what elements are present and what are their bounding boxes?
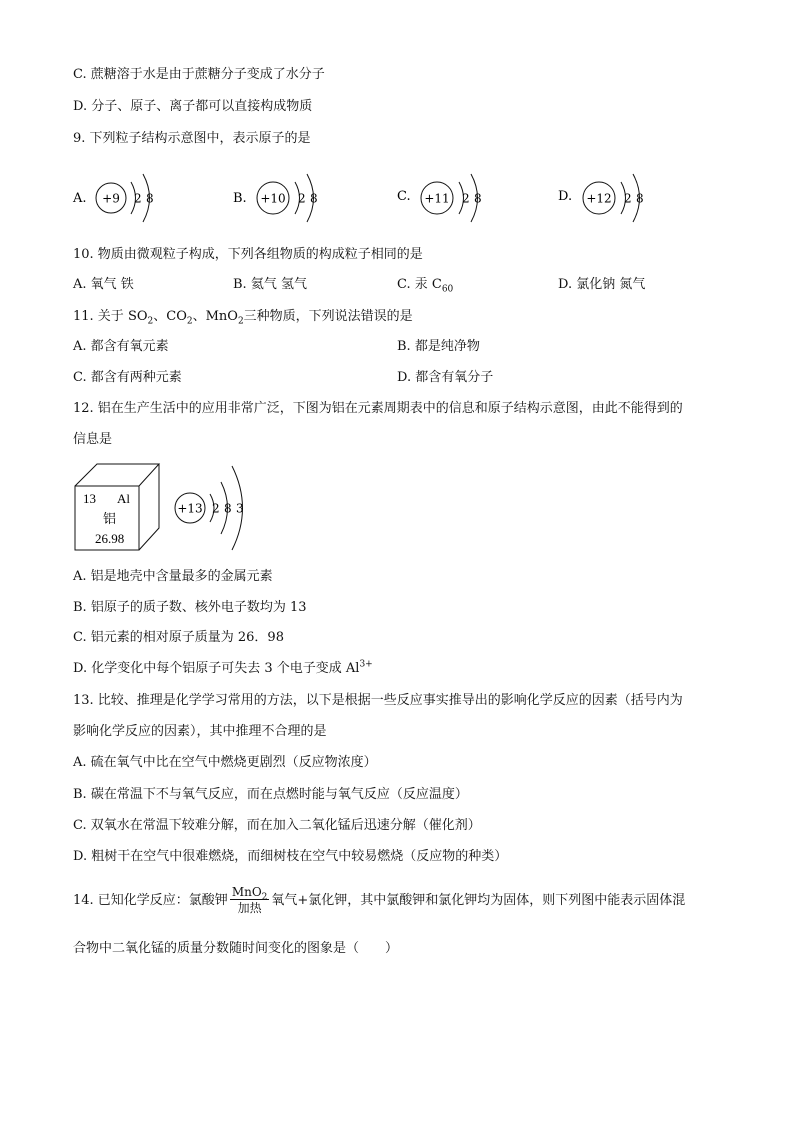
subscript: 2	[147, 316, 154, 327]
q12-stem-line-2: 信息是	[73, 432, 113, 447]
shell-1-electrons: 2	[134, 191, 142, 206]
q10-option-c	[397, 276, 453, 294]
shell-2-electrons: 8	[146, 191, 154, 206]
q14-stem-line-1	[73, 878, 685, 924]
element-symbol: Al	[117, 491, 130, 506]
shell-2-electrons: 8	[636, 191, 644, 206]
option-label: A.	[73, 191, 87, 206]
q10-stem: 10. 物质由微观粒子构成，下列各组物质的构成粒子相同的是	[73, 247, 423, 262]
q12-option-b: B. 铝原子的质子数、核外电子数均为 13	[73, 600, 307, 615]
atomic-number: 13	[83, 491, 96, 506]
q10-option-d: D. 氯化钠 氮气	[558, 277, 646, 292]
q11-stem-text: 三种物质，下列说法错误的是	[243, 309, 413, 324]
atomic-mass: 26.98	[95, 531, 125, 546]
aluminum-atom-structure	[175, 462, 265, 558]
q13-option-a: A. 硫在氧气中比在空气中燃烧更剧烈（反应物浓度）	[73, 755, 377, 770]
aluminum-element-cube	[73, 462, 173, 554]
q12-option-d-text: D. 化学变化中每个铝原子可失去 3 个电子变成 Al	[73, 661, 360, 676]
nucleus-charge: +10	[260, 191, 286, 206]
q13-option-b: B. 碳在常温下不与氧气反应，而在点燃时能与氧气反应（反应温度）	[73, 787, 468, 802]
option-label: C.	[397, 189, 411, 204]
q12-option-a: A. 铝是地壳中含量最多的金属元素	[73, 569, 273, 584]
q9-option-b	[233, 168, 333, 232]
subscript: 2	[186, 316, 193, 327]
q11-stem-text: 、CO	[153, 309, 187, 324]
q12-option-c: C. 铝元素的相对原子质量为 26．98	[73, 630, 284, 645]
shell-1-electrons: 2	[212, 501, 220, 516]
q13-stem-line-1: 13. 比较、推理是化学学习常用的方法，以下是根据一些反应事实推导出的影响化学反应的因素（括号内为	[73, 693, 683, 708]
subscript: 2	[261, 892, 268, 903]
atom-structure-diagram-a	[73, 168, 173, 228]
reaction-condition	[230, 885, 270, 916]
heating-condition: 加热	[237, 901, 262, 915]
q11-option-c: C. 都含有两种元素	[73, 370, 182, 385]
q14-stem-line-2: 合物中二氧化锰的质量分数随时间变化的图象是（ ）	[73, 941, 399, 956]
q11-stem-text: 11. 关于 SO	[73, 309, 148, 324]
q9-option-a	[73, 168, 173, 232]
q11-stem	[73, 308, 413, 326]
subscript: 60	[441, 284, 454, 295]
nucleus-charge: +12	[586, 191, 612, 206]
q10-option-c-text: C. 汞 C	[397, 277, 442, 292]
q11-option-b: B. 都是纯净物	[397, 339, 480, 354]
atom-structure-diagram-b	[233, 168, 333, 228]
q14-stem-text: 氧气+氯化钾，其中氯酸钾和氯化钾均为固体，则下列图中能表示固体混	[271, 893, 686, 908]
option-label: D.	[558, 189, 573, 204]
periodic-table-cell	[73, 462, 173, 558]
nucleus-charge: +13	[177, 501, 203, 516]
q11-stem-text: 、MnO	[192, 309, 238, 324]
q9-option-d	[558, 168, 658, 232]
shell-1-electrons: 2	[298, 191, 306, 206]
q13-option-c: C. 双氧水在常温下较难分解，而在加入二氧化锰后迅速分解（催化剂）	[73, 818, 481, 833]
catalyst-formula: MnO	[231, 885, 262, 899]
q9-option-c	[397, 166, 497, 230]
q11-option-d: D. 都含有氧分子	[397, 370, 494, 385]
q14-stem-text: 14. 已知化学反应：氯酸钾	[73, 893, 228, 908]
q10-option-b: B. 氦气 氢气	[233, 277, 307, 292]
q11-option-a: A. 都含有氧元素	[73, 339, 169, 354]
subscript: 2	[237, 316, 244, 327]
q12-option-d	[73, 660, 373, 678]
atom-structure-diagram-c	[397, 166, 497, 226]
superscript: 3+	[359, 659, 373, 670]
element-name: 铝	[103, 511, 117, 526]
option-label: B.	[233, 191, 247, 206]
q12-stem-line-1: 12. 铝在生产生活中的应用非常广泛，下图为铝在元素周期表中的信息和原子结构示意图，由此不能得到的	[73, 401, 683, 416]
q10-option-a: A. 氧气 铁	[73, 277, 134, 292]
q8-option-d: D. 分子、原子、离子都可以直接构成物质	[73, 99, 313, 114]
q13-option-d: D. 粗树干在空气中很难燃烧，而细树枝在空气中较易燃烧（反应物的种类）	[73, 849, 508, 864]
q13-stem-line-2: 影响化学反应的因素），其中推理不合理的是	[73, 724, 327, 739]
atom-structure-diagram-d	[558, 168, 658, 228]
q8-option-c: C. 蔗糖溶于水是由于蔗糖分子变成了水分子	[73, 67, 325, 82]
nucleus-charge: +11	[424, 191, 450, 206]
catalyst	[230, 885, 270, 903]
q9-stem: 9. 下列粒子结构示意图中，表示原子的是	[73, 131, 311, 146]
nucleus-charge: +9	[102, 191, 120, 206]
shell-1-electrons: 2	[624, 191, 632, 206]
shell-2-electrons: 8	[310, 191, 318, 206]
atom-structure-diagram-al	[175, 462, 265, 554]
shell-1-electrons: 2	[462, 191, 470, 206]
shell-2-electrons: 8	[474, 191, 482, 206]
shell-2-electrons: 8	[224, 501, 232, 516]
shell-3-electrons: 3	[236, 501, 244, 516]
